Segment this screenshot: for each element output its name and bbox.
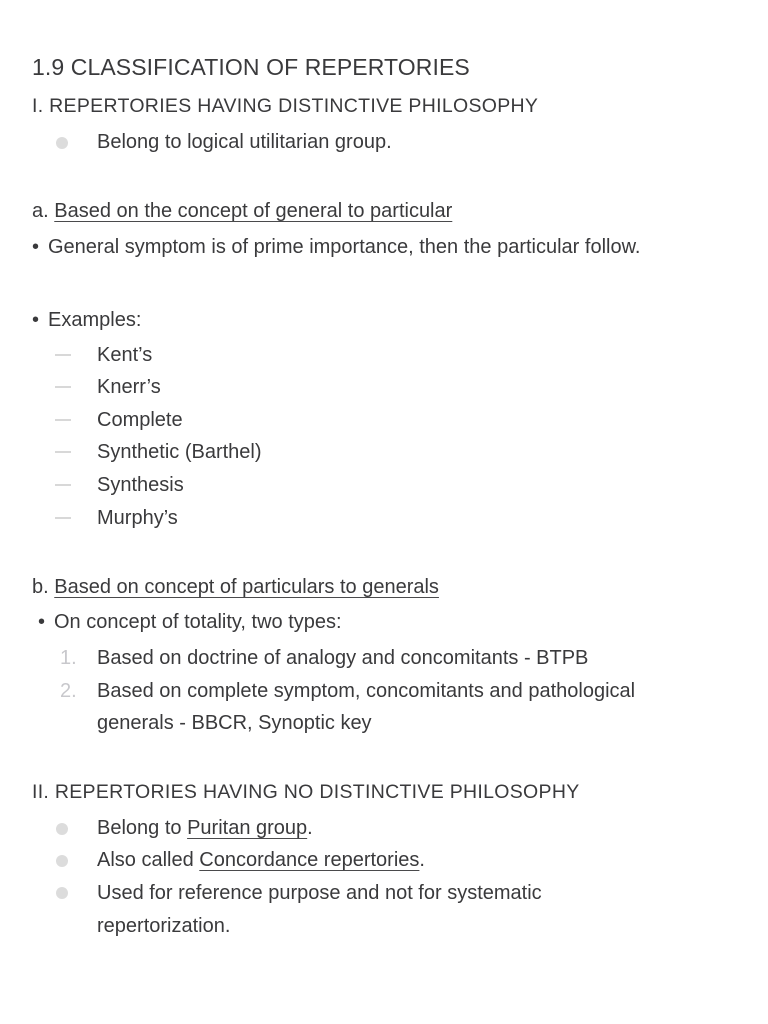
example-item: Synthetic (Barthel) [97,441,262,463]
puritan-group-link: Puritan group [187,817,308,839]
bullet-1-prefix: Belong to [97,817,188,839]
subsection-a-point [32,234,640,260]
page-title: 1.9 CLASSIFICATION OF REPERTORIES [32,54,470,80]
subsection-b-heading [32,574,439,600]
bullet-dot-icon [56,137,68,149]
example-item: Murphy’s [97,507,178,529]
example-item: Complete [97,409,183,431]
subsection-a-prefix: a. [32,200,55,222]
bullet-dot-icon [56,823,68,835]
numbered-item: Based on doctrine of analogy and concomitants - BTPB [97,647,589,669]
subsection-b-prefix: b. [32,576,55,598]
section-2-bullet-3: Used for reference purpose and not for systematic [97,882,542,904]
bullet-dot-icon [56,855,68,867]
numbered-item-continuation: generals - BBCR, Synoptic key [97,712,372,734]
bullet-2-prefix: Also called [97,849,200,871]
section-2-bullet-1 [97,815,313,841]
section-2-heading: II. REPERTORIES HAVING NO DISTINCTIVE PHILOSOPHY [32,781,580,803]
subsection-a-label: Based on the concept of general to particular [54,200,453,222]
example-item: Knerr’s [97,376,161,398]
dash-icon [55,386,71,388]
subsection-b-point [38,609,342,635]
dash-icon [55,419,71,421]
dash-icon [55,354,71,356]
list-number: 1. [60,647,77,669]
section-1-heading: I. REPERTORIES HAVING DISTINCTIVE PHILOSOPHY [32,95,539,117]
examples-label-text: Examples: [48,309,142,331]
bullet-1-suffix: . [307,817,313,839]
example-item: Synthesis [97,474,184,496]
bullet-icon: • [32,309,40,331]
dash-icon [55,484,71,486]
bullet-2-suffix: . [419,849,425,871]
subsection-b-label: Based on concept of particulars to generals [54,576,439,598]
subsection-a-point-text: General symptom is of prime importance, then the particular follow. [48,236,641,258]
bullet-dot-icon [56,887,68,899]
subsection-a-heading [32,198,452,224]
list-number: 2. [60,680,77,702]
bullet-icon: • [38,611,46,633]
subsection-b-point-text: On concept of totality, two types: [54,611,342,633]
dash-icon [55,451,71,453]
section-1-bullet: Belong to logical utilitarian group. [97,131,392,153]
example-item: Kent’s [97,344,153,366]
examples-label [32,307,141,333]
section-2-bullet-3-continuation: repertorization. [97,915,231,937]
bullet-icon: • [32,236,40,258]
dash-icon [55,517,71,519]
concordance-repertories-link: Concordance repertories [199,849,420,871]
section-2-bullet-2 [97,847,425,873]
numbered-item: Based on complete symptom, concomitants and pathological [97,680,636,702]
